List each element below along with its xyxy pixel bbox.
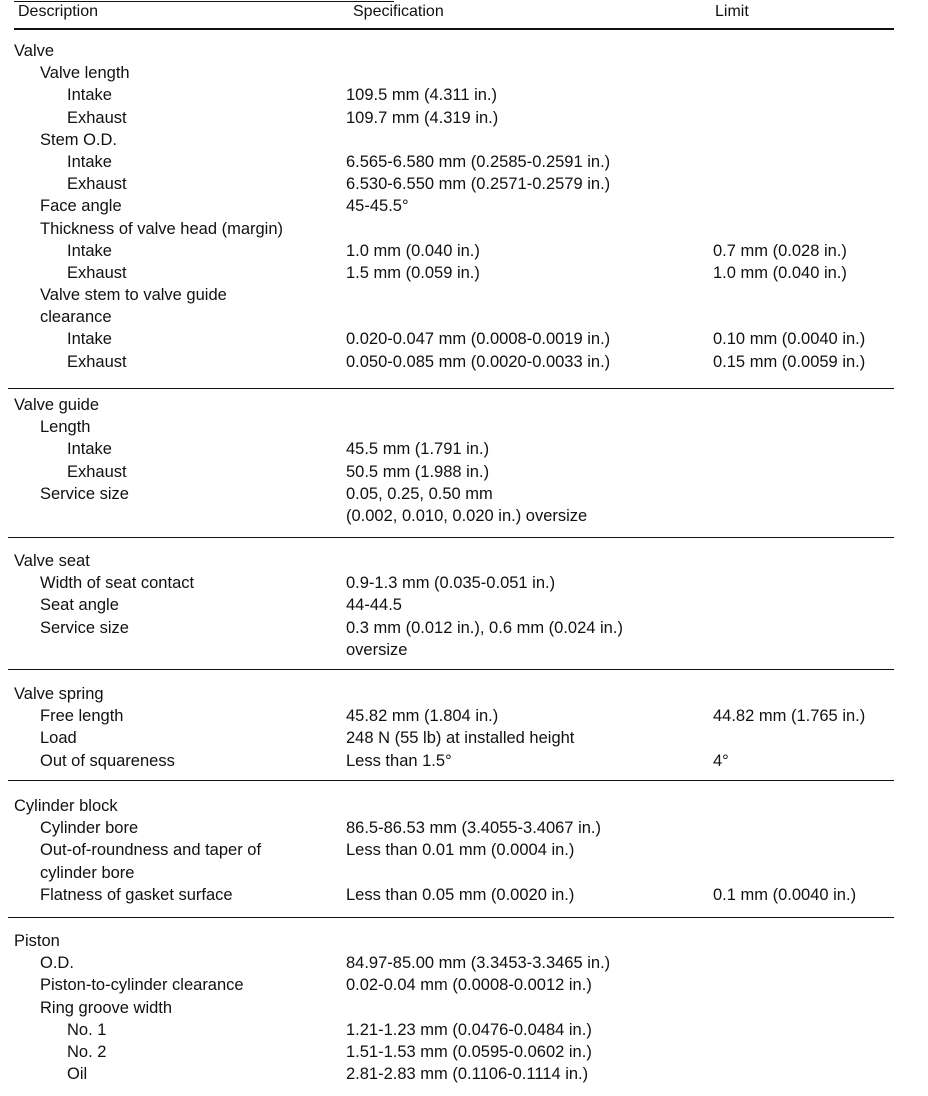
row-label: Service size: [40, 484, 129, 503]
row-specification: 1.0 mm (0.040 in.): [346, 241, 480, 260]
row-label: Free length: [40, 707, 124, 726]
row-specification: 45-45.5°: [346, 197, 409, 216]
row-label: Exhaust: [67, 263, 127, 282]
spec-row: [0, 839, 928, 861]
section-divider: [8, 669, 894, 670]
spec-row: [0, 262, 928, 284]
row-label: Exhaust: [67, 108, 127, 127]
spec-row: [0, 705, 928, 727]
spec-row: [0, 483, 928, 505]
row-label: Intake: [67, 241, 112, 260]
row-specification: 0.02-0.04 mm (0.0008-0.0012 in.): [346, 976, 592, 995]
section-title: Piston: [14, 932, 60, 950]
row-label: Exhaust: [67, 352, 127, 371]
spec-row: [0, 974, 928, 996]
row-specification: Less than 0.05 mm (0.0020 in.): [346, 885, 575, 904]
row-specification: (0.002, 0.010, 0.020 in.) oversize: [346, 506, 588, 525]
row-label: Length: [40, 418, 91, 437]
spec-row: [0, 862, 928, 884]
row-limit: 4°: [713, 751, 729, 770]
row-label: Face angle: [40, 197, 122, 216]
row-limit: 0.7 mm (0.028 in.): [713, 241, 847, 260]
section-piston: [0, 930, 928, 1085]
row-label: Flatness of gasket surface: [40, 885, 233, 904]
row-specification: 45.5 mm (1.791 in.): [346, 440, 490, 459]
section-divider: [8, 780, 894, 781]
spec-row: [0, 173, 928, 195]
spec-row: [0, 1019, 928, 1041]
row-limit: 0.15 mm (0.0059 in.): [713, 352, 866, 371]
spec-row: [0, 62, 928, 84]
section-valve-spring: [0, 683, 928, 772]
row-specification: 6.565-6.580 mm (0.2585-0.2591 in.): [346, 152, 611, 171]
row-label: Valve length: [40, 64, 130, 83]
top-rule: [14, 1, 394, 2]
spec-row: [0, 1063, 928, 1085]
spec-row: [0, 84, 928, 106]
spec-row: [0, 1041, 928, 1063]
row-label: Seat angle: [40, 596, 119, 615]
spec-row: [0, 461, 928, 483]
spec-row: [0, 594, 928, 616]
section-divider: [8, 537, 894, 538]
row-label: Out of squareness: [40, 751, 175, 770]
row-label: No. 1: [67, 1020, 107, 1039]
row-specification: 44-44.5: [346, 596, 402, 615]
spec-row: [0, 505, 928, 527]
row-specification: 0.020-0.047 mm (0.0008-0.0019 in.): [346, 330, 611, 349]
row-limit: 1.0 mm (0.040 in.): [713, 263, 847, 282]
section-title: Valve guide: [14, 396, 100, 414]
spec-row: [0, 727, 928, 749]
header-description: Description: [18, 3, 99, 20]
spec-row: [0, 639, 928, 661]
row-limit: 44.82 mm (1.765 in.): [713, 707, 866, 726]
row-label: Thickness of valve head (margin): [40, 219, 284, 238]
row-label: Oil: [67, 1065, 88, 1084]
row-specification: 1.51-1.53 mm (0.0595-0.0602 in.): [346, 1042, 592, 1061]
row-specification: 50.5 mm (1.988 in.): [346, 462, 490, 481]
spec-row: [0, 952, 928, 974]
spec-row: [0, 151, 928, 173]
row-label: Intake: [67, 440, 112, 459]
spec-row: [0, 416, 928, 438]
spec-row: [0, 328, 928, 350]
row-label: Exhaust: [67, 462, 127, 481]
row-label: Load: [40, 729, 77, 748]
header-specification: Specification: [353, 3, 444, 20]
row-label: Valve stem to valve guide: [40, 286, 227, 305]
row-label: Out-of-roundness and taper of: [40, 841, 262, 860]
row-label: Intake: [67, 152, 112, 171]
row-label: Stem O.D.: [40, 130, 118, 149]
section-divider: [8, 917, 894, 918]
row-label: Width of seat contact: [40, 574, 195, 593]
section-valve-guide: [0, 394, 928, 527]
row-label: Intake: [67, 330, 112, 349]
row-specification: 109.7 mm (4.319 in.): [346, 108, 499, 127]
spec-row: [0, 306, 928, 328]
spec-row: [0, 438, 928, 460]
section-title: Cylinder block: [14, 797, 118, 815]
row-specification: oversize: [346, 640, 408, 659]
row-label: No. 2: [67, 1042, 107, 1061]
spec-row: [0, 617, 928, 639]
spec-row: [0, 195, 928, 217]
row-specification: 86.5-86.53 mm (3.4055-3.4067 in.): [346, 819, 601, 838]
row-specification: Less than 1.5°: [346, 751, 452, 770]
section-title: Valve spring: [14, 685, 104, 703]
row-specification: 45.82 mm (1.804 in.): [346, 707, 499, 726]
header-limit: Limit: [715, 3, 749, 20]
spec-row: [0, 572, 928, 594]
row-specification: 1.5 mm (0.059 in.): [346, 263, 480, 282]
row-label: cylinder bore: [40, 863, 135, 882]
row-label: Ring groove width: [40, 998, 173, 1017]
row-label: Service size: [40, 618, 129, 637]
section-cylinder-block: [0, 795, 928, 906]
section-valve-seat: [0, 550, 928, 661]
row-specification: 0.05, 0.25, 0.50 mm: [346, 484, 493, 503]
spec-row: [0, 817, 928, 839]
spec-row: [0, 129, 928, 151]
spec-row: [0, 997, 928, 1019]
spec-row: [0, 240, 928, 262]
section-title: Valve seat: [14, 552, 90, 570]
spec-row: [0, 750, 928, 772]
spec-row: [0, 218, 928, 240]
row-specification: 0.9-1.3 mm (0.035-0.051 in.): [346, 574, 556, 593]
row-specification: 84.97-85.00 mm (3.3453-3.3465 in.): [346, 954, 611, 973]
row-specification: 0.050-0.085 mm (0.0020-0.0033 in.): [346, 352, 611, 371]
spec-row: [0, 884, 928, 906]
row-label: clearance: [40, 308, 112, 327]
section-divider: [8, 388, 894, 389]
row-specification: 1.21-1.23 mm (0.0476-0.0484 in.): [346, 1020, 592, 1039]
section-title: Valve: [14, 42, 55, 60]
row-specification: 248 N (55 lb) at installed height: [346, 729, 575, 748]
row-specification: 109.5 mm (4.311 in.): [346, 86, 498, 105]
spec-row: [0, 284, 928, 306]
row-label: O.D.: [40, 954, 74, 973]
header-rule: [14, 28, 894, 30]
row-label: Piston-to-cylinder clearance: [40, 976, 244, 995]
row-limit: 0.1 mm (0.0040 in.): [713, 885, 857, 904]
row-specification: 2.81-2.83 mm (0.1106-0.1114 in.): [346, 1065, 589, 1084]
spec-row: [0, 351, 928, 373]
row-label: Exhaust: [67, 175, 127, 194]
row-label: Intake: [67, 86, 112, 105]
row-specification: 6.530-6.550 mm (0.2571-0.2579 in.): [346, 175, 611, 194]
row-limit: 0.10 mm (0.0040 in.): [713, 330, 866, 349]
row-specification: 0.3 mm (0.012 in.), 0.6 mm (0.024 in.): [346, 618, 623, 637]
row-specification: Less than 0.01 mm (0.0004 in.): [346, 841, 575, 860]
row-label: Cylinder bore: [40, 819, 139, 838]
spec-row: [0, 107, 928, 129]
section-valve: [0, 40, 928, 373]
